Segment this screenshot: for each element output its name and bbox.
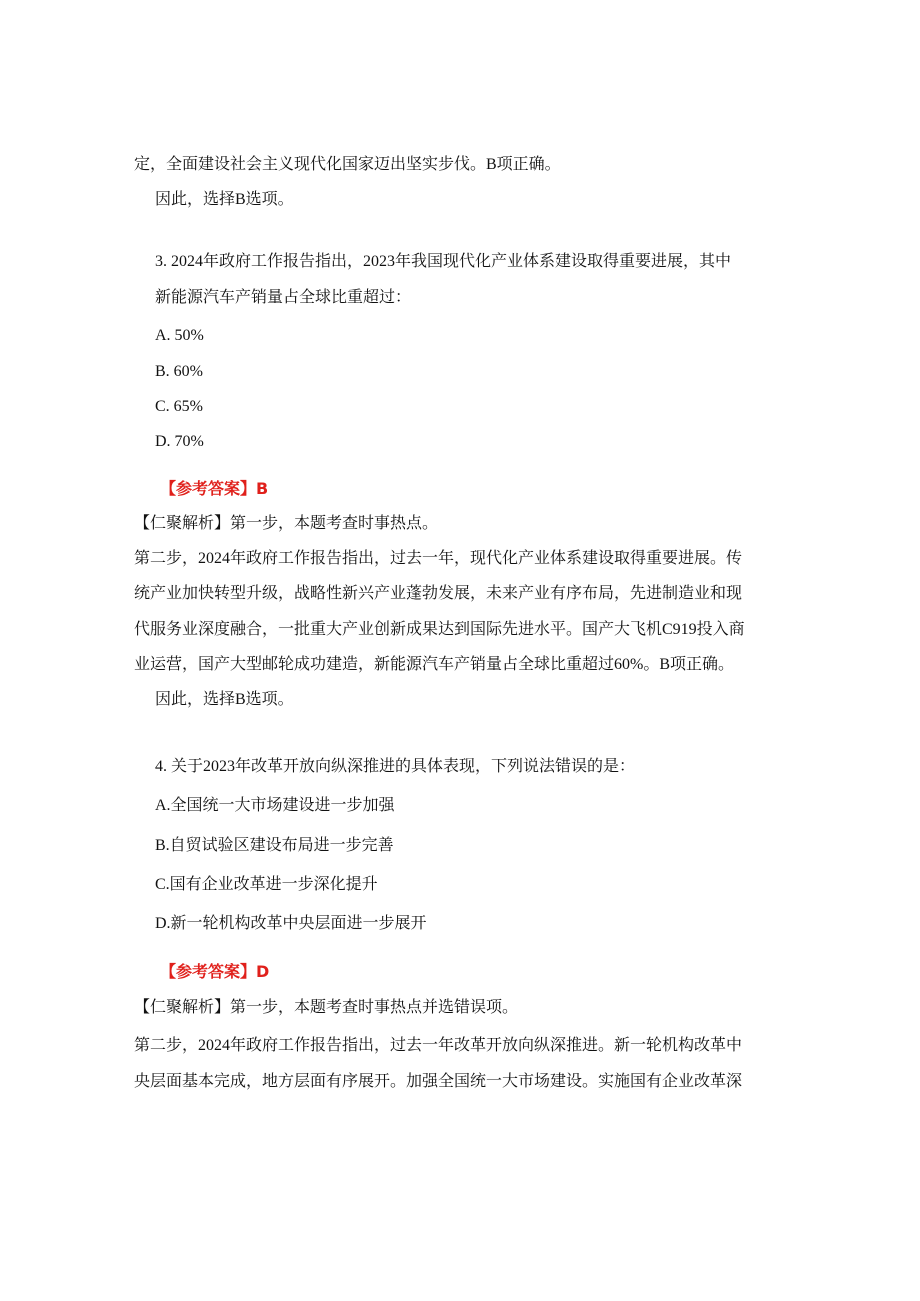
question-4-stem: 4. 关于2023年改革开放向纵深推进的具体表现，下列说法错误的是： bbox=[155, 758, 636, 775]
question-4-option-a: A.全国统一大市场建设进一步加强 bbox=[155, 797, 395, 814]
question-4-explanation-line-1: 【仁聚解析】第一步，本题考查时事热点并选错误项。 bbox=[134, 999, 519, 1016]
question-3-explanation-line-4: 代服务业深度融合，一批重大产业创新成果达到国际先进水平。国产大飞机C919投入商 bbox=[134, 621, 745, 638]
question-3-stem-line-2: 新能源汽车产销量占全球比重超过： bbox=[155, 289, 412, 306]
question-3-explanation-line-1: 【仁聚解析】第一步，本题考查时事热点。 bbox=[134, 515, 439, 532]
question-4-explanation-line-3: 央层面基本完成，地方层面有序展开。加强全国统一大市场建设。实施国有企业改革深 bbox=[134, 1073, 743, 1090]
text-line-continuation: 定，全面建设社会主义现代化国家迈出坚实步伐。B项正确。 bbox=[134, 156, 561, 173]
question-3-option-b: B. 60% bbox=[155, 363, 203, 380]
question-3-option-a: A. 50% bbox=[155, 327, 204, 344]
question-3-explanation-line-2: 第二步，2024年政府工作报告指出，过去一年，现代化产业体系建设取得重要进展。传 bbox=[134, 550, 743, 567]
question-3-option-d: D. 70% bbox=[155, 433, 204, 450]
question-4-option-c: C.国有企业改革进一步深化提升 bbox=[155, 876, 378, 893]
conclusion-line: 因此，选择B选项。 bbox=[155, 191, 294, 208]
question-4-option-b: B.自贸试验区建设布局进一步完善 bbox=[155, 837, 394, 854]
question-4-answer: 【参考答案】D bbox=[160, 962, 270, 981]
question-3-answer: 【参考答案】B bbox=[160, 479, 269, 498]
question-3-stem-line-1: 3. 2024年政府工作报告指出，2023年我国现代化产业体系建设取得重要进展，其中 bbox=[155, 253, 732, 270]
question-3-option-c: C. 65% bbox=[155, 398, 203, 415]
question-4-option-d: D.新一轮机构改革中央层面进一步展开 bbox=[155, 915, 427, 932]
question-3-explanation-line-3: 统产业加快转型升级，战略性新兴产业蓬勃发展，未来产业有序布局，先进制造业和现 bbox=[134, 585, 743, 602]
question-3-conclusion: 因此，选择B选项。 bbox=[155, 691, 294, 708]
question-3-explanation-line-5: 业运营，国产大型邮轮成功建造，新能源汽车产销量占全球比重超过60%。B项正确。 bbox=[134, 656, 735, 673]
question-4-explanation-line-2: 第二步，2024年政府工作报告指出，过去一年改革开放向纵深推进。新一轮机构改革中 bbox=[134, 1037, 743, 1054]
